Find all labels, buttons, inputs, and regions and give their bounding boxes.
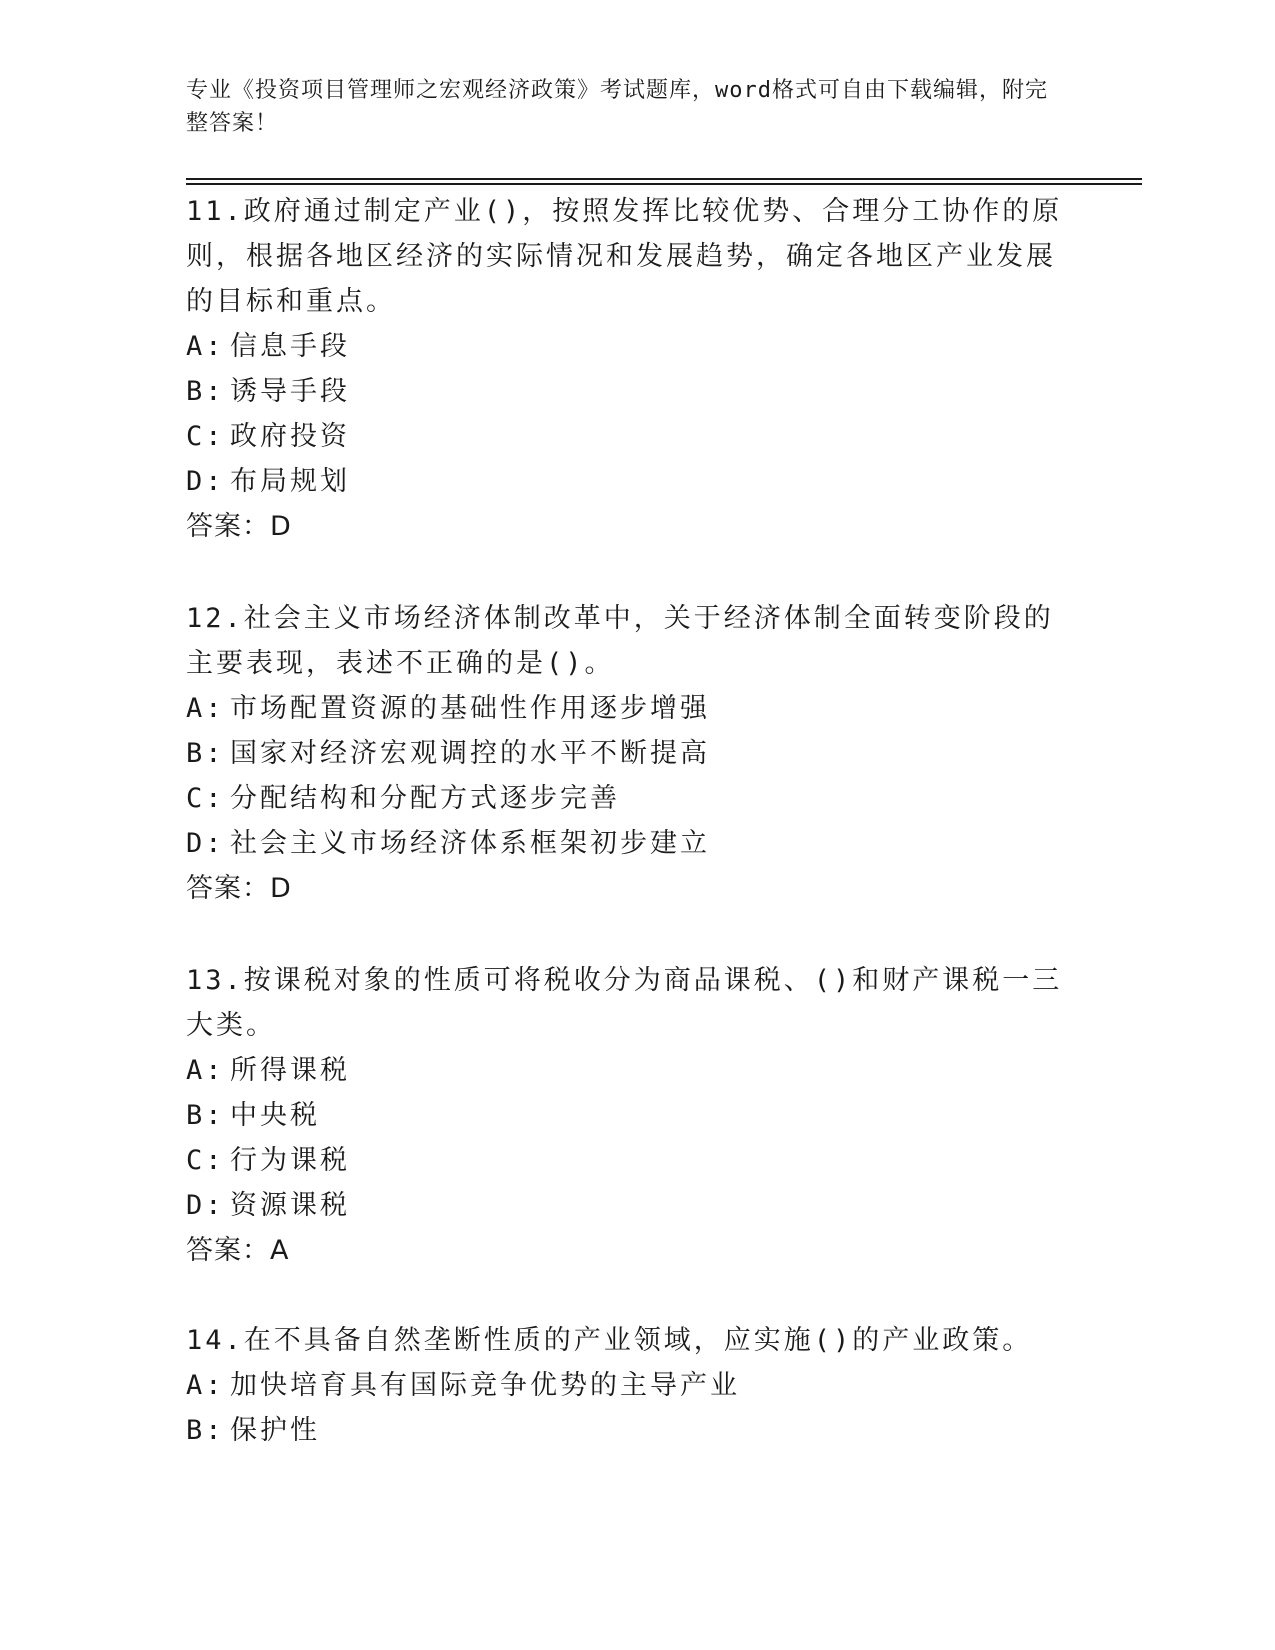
option-text: 行为课税 <box>230 1145 350 1176</box>
option-text: 加快培育具有国际竞争优势的主导产业 <box>230 1370 740 1401</box>
option-text: 所得课税 <box>230 1055 350 1086</box>
option-c <box>186 1138 1066 1183</box>
option-text: 保护性 <box>230 1415 320 1446</box>
question-13 <box>186 958 1066 1273</box>
option-d <box>186 1183 1066 1228</box>
option-text: 分配结构和分配方式逐步完善 <box>230 783 620 814</box>
option-letter: C: <box>186 783 225 814</box>
question-stem: 14.在不具备自然垄断性质的产业领域，应实施()的产业政策。 <box>186 1325 1033 1356</box>
option-letter: C: <box>186 1145 225 1176</box>
option-b <box>186 731 1066 776</box>
option-letter: B: <box>186 1415 225 1446</box>
option-letter: D: <box>186 1190 225 1221</box>
question-stem: 13.按课税对象的性质可将税收分为商品课税、()和财产课税一三大类。 <box>186 965 1063 1041</box>
option-text: 国家对经济宏观调控的水平不断提高 <box>230 738 710 769</box>
option-letter: B: <box>186 1100 225 1131</box>
question-14 <box>186 1318 1066 1453</box>
option-text: 市场配置资源的基础性作用逐步增强 <box>230 693 710 724</box>
option-text: 中央税 <box>230 1100 320 1131</box>
option-letter: A: <box>186 331 225 362</box>
option-letter: C: <box>186 421 225 452</box>
option-a <box>186 1048 1066 1093</box>
option-text: 信息手段 <box>230 331 350 362</box>
option-b <box>186 1408 1066 1453</box>
answer-line: 答案：A <box>186 1235 290 1266</box>
option-b <box>186 369 1066 414</box>
option-letter: A: <box>186 1370 225 1401</box>
option-text: 政府投资 <box>230 421 350 452</box>
option-a <box>186 324 1066 369</box>
option-text: 资源课税 <box>230 1190 350 1221</box>
header-divider-top <box>186 178 1142 180</box>
option-letter: D: <box>186 828 225 859</box>
option-letter: A: <box>186 1055 225 1086</box>
option-b <box>186 1093 1066 1138</box>
answer-line: 答案：D <box>186 873 292 904</box>
document-header: 专业《投资项目管理师之宏观经济政策》考试题库，word格式可自由下载编辑，附完整答案！ <box>186 78 1048 136</box>
option-d <box>186 459 1066 504</box>
option-c <box>186 414 1066 459</box>
option-letter: D: <box>186 466 225 497</box>
question-stem: 11.政府通过制定产业()，按照发挥比较优势、合理分工协作的原则，根据各地区经济的实际情况和发展趋势，确定各地区产业发展的目标和重点。 <box>186 196 1063 317</box>
question-11 <box>186 189 1066 549</box>
header-divider-bottom <box>186 183 1142 185</box>
question-stem: 12.社会主义市场经济体制改革中，关于经济体制全面转变阶段的主要表现，表述不正确的是()。 <box>186 603 1054 679</box>
answer-line: 答案：D <box>186 511 292 542</box>
question-12 <box>186 596 1066 911</box>
option-d <box>186 821 1066 866</box>
option-a <box>186 686 1066 731</box>
option-letter: B: <box>186 738 225 769</box>
option-letter: A: <box>186 693 225 724</box>
option-letter: B: <box>186 376 225 407</box>
option-c <box>186 776 1066 821</box>
option-a <box>186 1363 1066 1408</box>
option-text: 诱导手段 <box>230 376 350 407</box>
option-text: 社会主义市场经济体系框架初步建立 <box>230 828 710 859</box>
option-text: 布局规划 <box>230 466 350 497</box>
